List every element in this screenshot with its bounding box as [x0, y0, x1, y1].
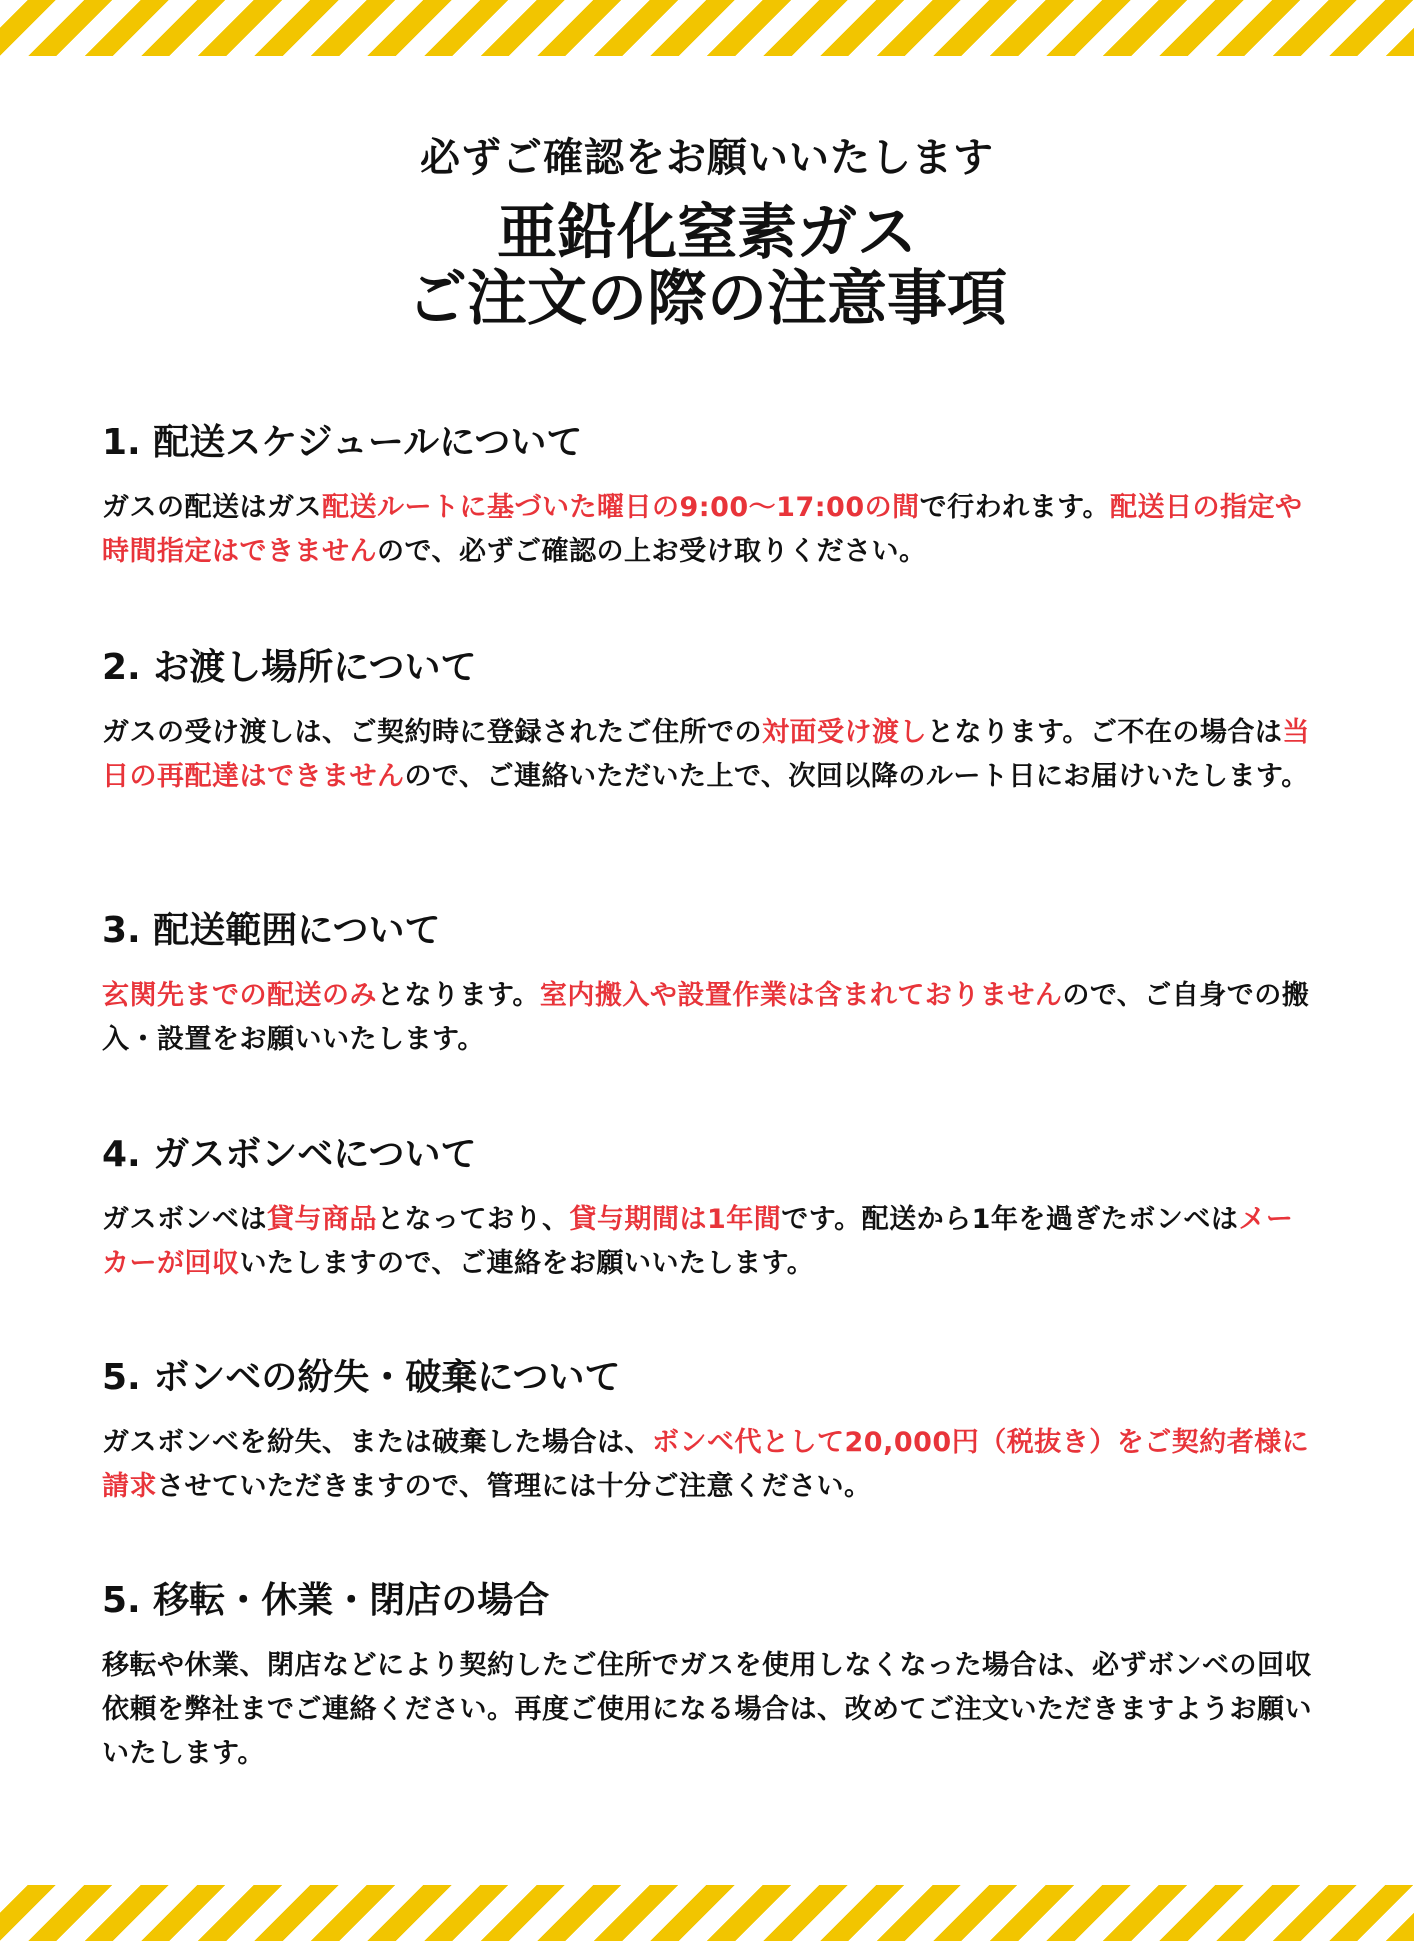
section-relocation-closure	[102, 1576, 1312, 1776]
section-heading: 3. 配送範囲について	[102, 910, 441, 951]
body-text: いたしますので、ご連絡をお願いいたします。	[239, 1248, 815, 1279]
subtitle: 必ずご確認をお願いいたします	[420, 135, 994, 181]
highlighted-text: 当日の再配達はできません	[102, 717, 1310, 792]
highlighted-text: 配送ルートに基づいた曜日の9:00～17:00の間	[322, 492, 920, 523]
body-text: となります。	[377, 980, 540, 1011]
bottom-warning-stripe	[0, 1885, 1414, 1941]
section-delivery-range	[102, 906, 1312, 1062]
section-body	[102, 1198, 1312, 1286]
body-text: させていただきますので、管理には十分ご注意ください。	[157, 1471, 872, 1502]
highlighted-text: メーカーが回収	[102, 1204, 1294, 1279]
section-gas-cylinder	[102, 1130, 1312, 1286]
section-heading: 5. 移転・休業・閉店の場合	[102, 1580, 550, 1621]
body-text: ガスの受け渡しは、ご契約時に登録されたご住所での	[102, 717, 762, 748]
section-body	[102, 1421, 1312, 1509]
section-body	[102, 711, 1312, 799]
body-text: ガスボンベは	[102, 1204, 267, 1235]
section-heading: 1. 配送スケジュールについて	[102, 422, 583, 463]
title-line-1: 亜鉛化窒素ガス	[497, 198, 917, 268]
body-text: 移転や休業、閉店などにより契約したご住所でガスを使用しなくなった場合は、必ずボンベの回収依頼を弊社までご連絡ください。再度ご使用になる場合は、改めてご注文いただきますようお願いいたします。	[102, 1650, 1312, 1769]
body-text: となっており、	[377, 1204, 570, 1235]
highlighted-text: 配送日の指定や時間指定はできません	[102, 492, 1303, 567]
section-handover-location	[102, 643, 1312, 799]
body-text: で行われます。	[919, 492, 1110, 523]
section-heading: 5. ボンベの紛失・破棄について	[102, 1357, 621, 1398]
highlighted-text: 室内搬入や設置作業は含まれておりません	[539, 980, 1063, 1011]
body-text: ガスボンベを紛失、または破棄した場合は、	[102, 1427, 652, 1458]
section-heading: 2. お渡し場所について	[102, 647, 477, 688]
body-text: ので、ご連絡いただいた上で、次回以降のルート日にお届けいたします。	[404, 761, 1309, 792]
body-text: ので、必ずご確認の上お受け取りください。	[377, 536, 927, 567]
highlighted-text: ボンベ代として20,000円（税抜き）をご契約者様に請求	[102, 1427, 1310, 1502]
section-body	[102, 974, 1312, 1062]
highlighted-text: 貸与期間は1年間	[569, 1204, 782, 1235]
highlighted-text: 対面受け渡し	[762, 717, 927, 748]
body-text: ので、ご自身での搬入・設置をお願いいたします。	[102, 980, 1310, 1055]
highlighted-text: 貸与商品	[267, 1204, 377, 1235]
section-cylinder-loss	[102, 1353, 1312, 1509]
section-delivery-schedule	[102, 418, 1312, 574]
body-text: です。配送から1年を過ぎたボンベは	[781, 1204, 1239, 1235]
section-body	[102, 486, 1312, 574]
section-body	[102, 1644, 1312, 1776]
section-heading: 4. ガスボンベについて	[102, 1134, 477, 1175]
body-text: となります。ご不在の場合は	[927, 717, 1283, 748]
body-text: ガスの配送はガス	[102, 492, 322, 523]
title-line-2: ご注文の際の注意事項	[407, 264, 1007, 334]
highlighted-text: 玄関先までの配送のみ	[102, 980, 377, 1011]
